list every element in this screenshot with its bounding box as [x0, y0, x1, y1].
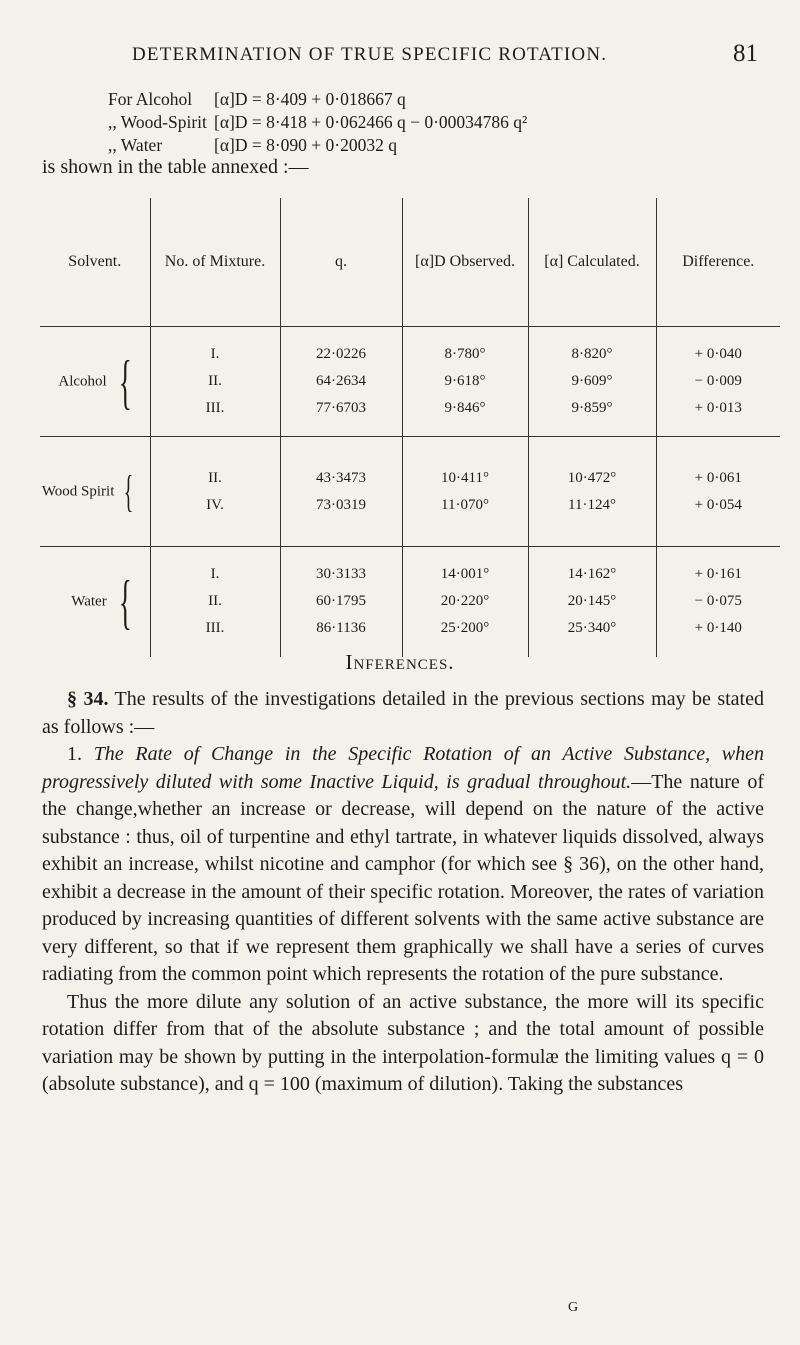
solvent-cell: [40, 327, 150, 437]
brace-glyph: {: [118, 348, 132, 415]
formula-alcohol: [108, 88, 527, 111]
mixture-cell: [150, 327, 280, 437]
paragraph: Thus the more dilute any solution of an active substance, the more will its specific rotation differ from that of the absolute substance ; and the total amount of possible variation may be shown by putting in the interpolation-formulæ the limiting values q = 0 (absolute substance), and q = 100 (maximum of dilution). Taking the substances: [42, 990, 764, 1095]
paragraph-text: —The nature of the change,whether an increase or decrease, will depend on the nature of the active substance : thus, oil of turpentine and ethyl tartrate, in whatever liquids dissolved, always exhibit an increase, whilst nicotine and camphor (for which see § 36), on the other hand, exhibit a decrease in the amount of their specific rotation. Moreover, the rates of variation produced by increasing quantities of different solvents with the same active substance are very different, so that if we represent them graphically we shall have a series of curves radiating from the common point which represents the rotation of the pure substance.: [42, 770, 764, 985]
observed-cell: [402, 547, 528, 657]
formula-label: ,, Wood-Spirit: [108, 112, 207, 132]
formula-wood-spirit: [108, 111, 527, 134]
paragraph-text: The results of the investigations detailed in the previous sections may be stated as follows :—: [42, 688, 764, 738]
paragraph: [42, 686, 764, 741]
item-number: 1.: [67, 743, 94, 765]
running-header: [0, 40, 800, 74]
difference-cell: [656, 547, 780, 657]
col-header-calculated: [α] Calculated.: [528, 198, 656, 327]
solvent-cell: [40, 437, 150, 547]
table-cell: IV.: [206, 496, 224, 513]
formula-block: [108, 88, 527, 157]
table-cell: 86·1136: [316, 620, 366, 637]
table-group-water: [40, 547, 780, 657]
italic-heading: The Rate of Change in the Specific Rotation of an Active Substance, when progressively diluted with some Inactive Liquid, is gradual throughout.: [42, 743, 764, 793]
brace-glyph: {: [118, 568, 132, 635]
paragraph: [42, 741, 764, 989]
table-cell: 64·2634: [316, 373, 366, 389]
table-cell: III.: [205, 400, 225, 416]
table-cell: 25·200°: [440, 620, 490, 637]
section-heading: Inferences.: [345, 650, 455, 674]
table-cell: 73·0319: [316, 496, 366, 513]
col-header-q: q.: [280, 198, 402, 327]
table-cell: 25·340°: [567, 620, 617, 637]
table-cell: 10·411°: [441, 469, 489, 486]
col-header-observed: [α]D Observed.: [402, 198, 528, 327]
q-cell: [280, 327, 402, 437]
table-group-wood-spirit: [40, 437, 780, 547]
intro-line: is shown in the table annexed :—: [42, 156, 309, 178]
table-cell: 9·846°: [444, 400, 486, 416]
table-cell: + 0·061: [694, 469, 742, 486]
table-cell: II.: [208, 469, 222, 486]
table-cell: + 0·161: [694, 566, 742, 583]
formula-equation: [α]D = 8·418 + 0·062466 q − 0·00034786 q²: [214, 112, 528, 132]
q-cell: [280, 547, 402, 657]
table-cell: 22·0226: [316, 346, 366, 362]
calculated-cell: [528, 437, 656, 547]
table-group-alcohol: [40, 327, 780, 437]
solvent-name: Water: [71, 593, 107, 610]
col-header-difference: Difference.: [656, 198, 780, 327]
table-cell: 9·609°: [571, 373, 613, 389]
table-cell: II.: [208, 593, 222, 610]
table-cell: 20·145°: [567, 593, 617, 610]
q-cell: [280, 437, 402, 547]
table-cell: 43·3473: [316, 469, 366, 486]
formula-label: ,, Water: [108, 135, 163, 155]
mixture-cell: [150, 437, 280, 547]
table-cell: 14·001°: [440, 566, 490, 583]
results-table: [40, 198, 780, 657]
table-cell: + 0·013: [694, 400, 742, 416]
difference-cell: [656, 437, 780, 547]
table-cell: − 0·009: [694, 373, 742, 389]
calculated-cell: [528, 327, 656, 437]
brace-glyph: {: [124, 466, 134, 516]
table-cell: + 0·140: [694, 620, 742, 637]
formula-equation: [α]D = 8·409 + 0·018667 q: [214, 89, 406, 109]
table-cell: 9·859°: [571, 400, 613, 416]
formula-water: [108, 134, 527, 157]
calculated-cell: [528, 547, 656, 657]
table-cell: 8·820°: [571, 346, 613, 362]
solvent-name: Alcohol: [58, 372, 107, 389]
solvent-cell: [40, 547, 150, 657]
table-cell: + 0·040: [694, 346, 742, 362]
col-header-mixture: No. of Mixture.: [150, 198, 280, 327]
table-cell: 30·3133: [316, 566, 366, 583]
table-cell: III.: [205, 620, 225, 637]
table-cell: 8·780°: [444, 346, 486, 362]
difference-cell: [656, 327, 780, 437]
formula-label: For Alcohol: [108, 89, 193, 109]
table-cell: I.: [210, 346, 220, 362]
table-cell: 11·070°: [441, 496, 489, 513]
formula-equation: [α]D = 8·090 + 0·20032 q: [214, 135, 397, 155]
mixture-cell: [150, 547, 280, 657]
table-header-row: [40, 198, 780, 327]
table-cell: 77·6703: [316, 400, 366, 416]
col-header-solvent: Solvent.: [40, 198, 150, 327]
table-cell: II.: [208, 373, 222, 389]
body-text: [42, 686, 764, 1099]
table-cell: I.: [210, 566, 220, 583]
page-number: 81: [733, 40, 758, 67]
table-cell: + 0·054: [694, 496, 742, 513]
table-cell: 9·618°: [444, 373, 486, 389]
table-cell: − 0·075: [694, 593, 742, 610]
signature-mark: G: [568, 1300, 579, 1315]
observed-cell: [402, 327, 528, 437]
table-cell: 20·220°: [440, 593, 490, 610]
section-number: § 34.: [67, 688, 109, 710]
observed-cell: [402, 437, 528, 547]
table-cell: 10·472°: [567, 469, 617, 486]
solvent-name: Wood Spirit: [41, 482, 115, 499]
table-cell: 60·1795: [316, 593, 366, 610]
table-cell: 14·162°: [567, 566, 617, 583]
running-title: DETERMINATION OF TRUE SPECIFIC ROTATION.: [132, 44, 608, 65]
table-cell: 11·124°: [568, 496, 616, 513]
